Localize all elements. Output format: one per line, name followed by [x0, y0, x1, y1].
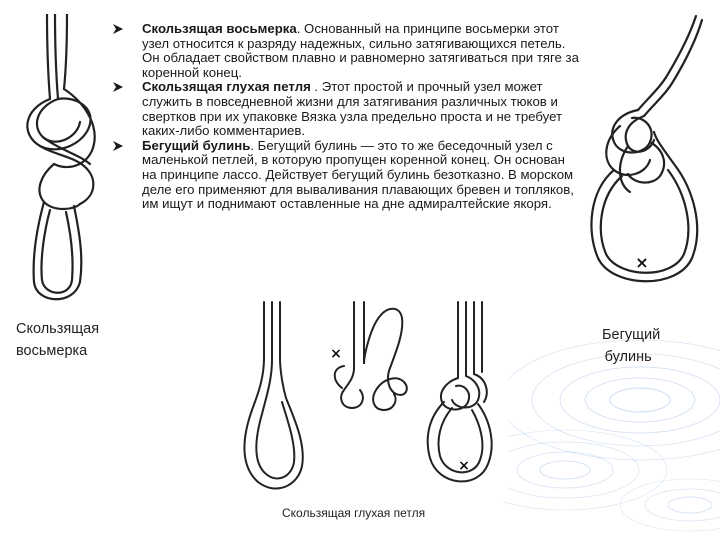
left-caption-line2: восьмерка: [16, 343, 88, 359]
bullet-text: . Этот простой и прочный узел может служить в повседневной жизни для затягивания различных тюков и свертков при их упаковке Вязка узла предельно проста и не требует каких-либо комментариев.: [142, 79, 563, 139]
left-caption-line1: Скользящая: [16, 321, 100, 337]
bullet-text: . Основанный на принципе восьмерки этот узел относится к разряду надежных, сильно затягивающихся петель. Он обладает свойством плавно и равномерно затягиваться при тяге за коренной конец.: [142, 21, 579, 80]
list-item: [112, 139, 582, 212]
sliding-figure-eight-knot-icon: [14, 14, 106, 310]
list-item: [112, 22, 582, 80]
bottom-caption: Скользящая глухая петля: [282, 506, 426, 520]
left-caption: [16, 318, 99, 362]
bullet-title: Скользящая восьмерка: [142, 21, 297, 36]
running-bowline-knot-icon: [584, 14, 706, 294]
bullet-text: . Бегущий булинь — это то же беседочный узел с маленькой петлей, в которую пропущен коренной конец. Он основан на принципе лассо. Действует бегущий булинь безотказно. В морском деле его применяют для вываливания плавающих бревен и топляков, им ищут и поднимают оставленные на дне адмиралтейские якоря.: [142, 137, 574, 212]
sliding-noose-knot-icon: [224, 298, 508, 502]
right-caption: [596, 324, 660, 368]
left-knot-image: [14, 14, 106, 310]
list-item: [112, 80, 582, 138]
right-caption-line1: Бегущий: [602, 327, 661, 343]
cross-mark-icon: ×: [330, 346, 342, 362]
arrow-bullet-icon: [112, 81, 124, 93]
cross-mark-icon: ×: [458, 458, 470, 474]
right-caption-line2: булинь: [604, 349, 652, 365]
arrow-bullet-icon: [112, 140, 124, 152]
bullet-title: Бегущий булинь: [142, 137, 251, 153]
bottom-knot-image: [224, 298, 508, 502]
bullet-title: Скользящая глухая петля: [142, 79, 311, 95]
right-knot-image: [584, 14, 706, 294]
arrow-bullet-icon: [112, 23, 124, 35]
knot-description-list: [112, 22, 582, 212]
cross-mark-icon: ×: [635, 253, 649, 272]
